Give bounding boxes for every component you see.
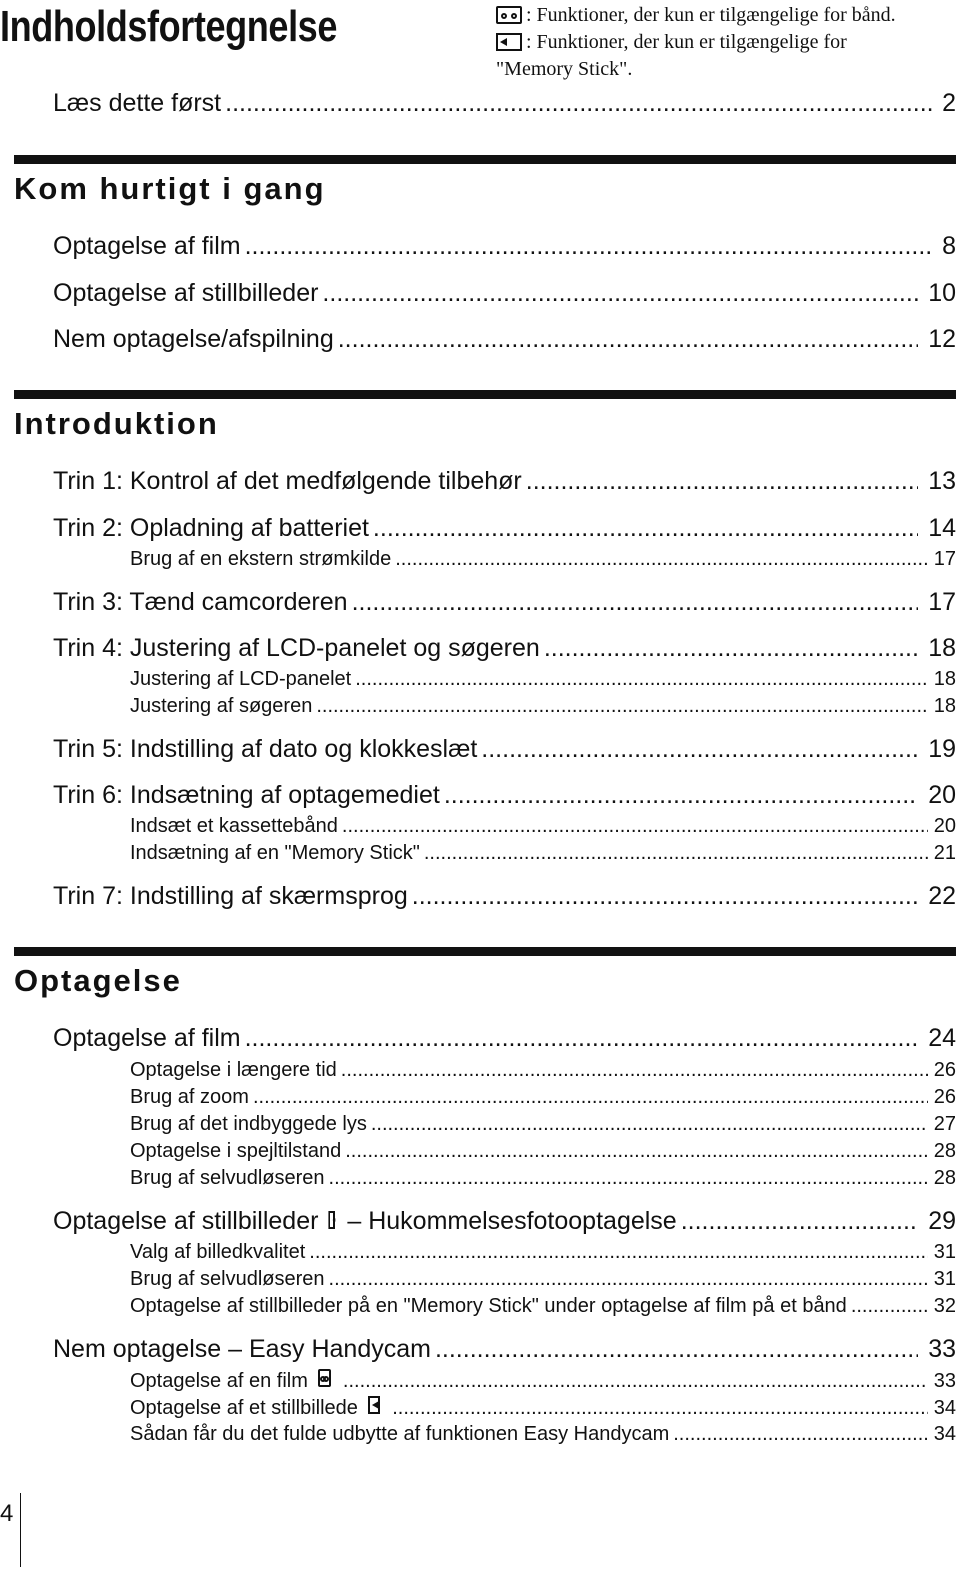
tape-icon bbox=[318, 1369, 331, 1387]
toc-entry-page: 20 bbox=[928, 781, 956, 809]
toc-entry[interactable] bbox=[53, 1335, 956, 1364]
section-divider bbox=[14, 155, 956, 164]
toc-entry-label: Optagelse af stillbilleder bbox=[53, 1207, 319, 1235]
toc-entry[interactable] bbox=[53, 588, 956, 617]
toc-entry-page: 14 bbox=[928, 514, 956, 542]
toc-entry-label: Optagelse af stillbilleder på en "Memory Stick" under optagelse af film på et bånd bbox=[130, 1295, 847, 1317]
toc-entry-page: 28 bbox=[933, 1140, 956, 1162]
toc-entry[interactable] bbox=[53, 467, 956, 496]
toc-entry-label: Optagelse af film bbox=[53, 1024, 241, 1052]
leader-dots bbox=[355, 668, 928, 691]
page-margin-rule bbox=[20, 1493, 21, 1567]
toc-entry-page: 21 bbox=[933, 842, 956, 864]
leader-dots bbox=[329, 1167, 928, 1190]
section-heading: Kom hurtigt i gang bbox=[14, 171, 326, 206]
toc-entry-page: 17 bbox=[933, 548, 956, 570]
toc-entry-label: Sådan får du det fulde udbytte af funktionen Easy Handycam bbox=[130, 1423, 670, 1445]
leader-dots bbox=[245, 232, 933, 261]
toc-entry[interactable] bbox=[53, 1024, 956, 1053]
toc-entry-label: Trin 4: Justering af LCD-panelet og søgeren bbox=[53, 634, 540, 662]
legend-ms-text-cont: "Memory Stick". bbox=[496, 58, 633, 80]
leader-dots bbox=[392, 1397, 928, 1420]
toc-entry-label: Optagelse af stillbilleder bbox=[53, 279, 319, 307]
toc-entry-label: Trin 1: Kontrol af det medfølgende tilbehør bbox=[53, 467, 522, 495]
leader-dots bbox=[526, 467, 918, 496]
toc-subentry[interactable] bbox=[130, 1140, 956, 1163]
toc-subentry[interactable] bbox=[130, 1086, 956, 1109]
toc-entry[interactable] bbox=[53, 634, 956, 663]
toc-entry-label: Indsætning af en "Memory Stick" bbox=[130, 842, 420, 864]
memory-stick-icon bbox=[328, 1211, 335, 1229]
toc-entry-page: 18 bbox=[933, 695, 956, 717]
leader-dots bbox=[681, 1207, 918, 1236]
toc-entry-page: 28 bbox=[933, 1167, 956, 1189]
leader-dots bbox=[444, 781, 918, 810]
toc-entry-page: 27 bbox=[933, 1113, 956, 1135]
legend-tape-row bbox=[496, 2, 956, 29]
toc-entry-page: 31 bbox=[933, 1241, 956, 1263]
toc-entry-page: 31 bbox=[933, 1268, 956, 1290]
leader-dots bbox=[309, 1241, 927, 1264]
leader-dots bbox=[253, 1086, 928, 1109]
toc-subentry[interactable] bbox=[130, 842, 956, 865]
leader-dots bbox=[338, 325, 918, 354]
legend-tape-text: : Funktioner, der kun er tilgængelige for bånd. bbox=[526, 4, 896, 26]
toc-entry-label: Valg af billedkvalitet bbox=[130, 1241, 306, 1263]
legend-ms-row-cont bbox=[496, 56, 956, 83]
toc-entry[interactable] bbox=[53, 279, 956, 308]
toc-subentry[interactable] bbox=[130, 695, 956, 718]
page-number: 4 bbox=[0, 1500, 14, 1527]
leader-dots bbox=[673, 1423, 928, 1446]
toc-entry-page: 12 bbox=[928, 325, 956, 353]
toc-entry-label: Brug af det indbyggede lys bbox=[130, 1113, 367, 1135]
toc-entry[interactable] bbox=[53, 514, 956, 543]
toc-subentry[interactable] bbox=[130, 668, 956, 691]
toc-entry[interactable] bbox=[53, 735, 956, 764]
leader-dots bbox=[342, 815, 928, 838]
toc-entry-page: 22 bbox=[928, 882, 956, 910]
leader-dots bbox=[345, 1140, 928, 1163]
toc-entry-label: Indsæt et kassettebånd bbox=[130, 815, 338, 837]
toc-subentry[interactable] bbox=[130, 1241, 956, 1264]
toc-entry-label: Justering af søgeren bbox=[130, 695, 313, 717]
toc-subentry[interactable] bbox=[130, 1167, 956, 1190]
leader-dots bbox=[395, 548, 928, 571]
leader-dots bbox=[435, 1335, 918, 1364]
toc-entry[interactable] bbox=[53, 781, 956, 810]
leader-dots bbox=[371, 1113, 928, 1136]
toc-entry-page: 20 bbox=[933, 815, 956, 837]
leader-dots bbox=[412, 882, 918, 911]
toc-entry-label: Optagelse i spejltilstand bbox=[130, 1140, 342, 1162]
toc-subentry[interactable] bbox=[130, 1113, 956, 1136]
toc-entry-page: 2 bbox=[942, 89, 956, 117]
icon-legend bbox=[496, 2, 956, 83]
leader-dots bbox=[481, 735, 918, 764]
leader-dots bbox=[341, 1059, 928, 1082]
toc-entry-page: 18 bbox=[928, 634, 956, 662]
toc-entry[interactable] bbox=[53, 325, 956, 354]
toc-subentry[interactable] bbox=[130, 815, 956, 838]
section-heading: Introduktion bbox=[14, 406, 219, 441]
leader-dots bbox=[352, 588, 919, 617]
memory-stick-icon bbox=[368, 1396, 380, 1414]
toc-entry-label: Optagelse af film bbox=[53, 232, 241, 260]
toc-entry[interactable] bbox=[53, 882, 956, 911]
legend-ms-row bbox=[496, 29, 956, 56]
toc-entry-label: Nem optagelse/afspilning bbox=[53, 325, 334, 353]
leader-dots bbox=[329, 1268, 928, 1291]
toc-entry-page: 13 bbox=[928, 467, 956, 495]
section-divider bbox=[14, 947, 956, 956]
toc-entry-page: 33 bbox=[928, 1335, 956, 1363]
toc-entry-page: 34 bbox=[933, 1423, 956, 1445]
toc-entry-label: Brug af selvudløseren bbox=[130, 1268, 325, 1290]
toc-entry[interactable] bbox=[53, 1207, 956, 1236]
toc-entry-label: Optagelse af en film bbox=[130, 1370, 308, 1392]
toc-entry-page: 26 bbox=[933, 1086, 956, 1108]
toc-entry-page: 24 bbox=[928, 1024, 956, 1052]
legend-ms-text: : Funktioner, der kun er tilgængelige for bbox=[526, 31, 847, 53]
toc-entry-page: 10 bbox=[928, 279, 956, 307]
toc-entry-label: Trin 6: Indsætning af optagemediet bbox=[53, 781, 440, 809]
toc-entry-page: 17 bbox=[928, 588, 956, 616]
toc-entry-label: Brug af en ekstern strømkilde bbox=[130, 548, 392, 570]
section-heading: Optagelse bbox=[14, 963, 182, 998]
leader-dots bbox=[544, 634, 918, 663]
leader-dots bbox=[343, 1370, 928, 1393]
section-divider bbox=[14, 390, 956, 399]
toc-entry-page: 34 bbox=[933, 1397, 956, 1419]
leader-dots bbox=[245, 1024, 919, 1053]
toc-entry-page: 32 bbox=[933, 1295, 956, 1317]
toc-entry-page: 29 bbox=[928, 1207, 956, 1235]
toc-entry[interactable] bbox=[53, 232, 956, 261]
memory-stick-icon bbox=[496, 33, 522, 51]
toc-entry-page: 33 bbox=[933, 1370, 956, 1392]
leader-dots bbox=[225, 89, 932, 118]
toc-subentry[interactable] bbox=[130, 1396, 956, 1420]
leader-dots bbox=[851, 1295, 928, 1318]
toc-subentry[interactable] bbox=[130, 1369, 956, 1393]
toc-subentry[interactable] bbox=[130, 548, 956, 571]
toc-entry-label: Nem optagelse – Easy Handycam bbox=[53, 1335, 431, 1363]
toc-entry-label: Brug af zoom bbox=[130, 1086, 249, 1108]
leader-dots bbox=[424, 842, 928, 865]
toc-entry[interactable] bbox=[53, 89, 956, 118]
toc-entry-page: 18 bbox=[933, 668, 956, 690]
page-title: Indholdsfortegnelse bbox=[0, 2, 338, 51]
toc-entry-page: 26 bbox=[933, 1059, 956, 1081]
toc-subentry[interactable] bbox=[130, 1059, 956, 1082]
leader-dots bbox=[373, 514, 918, 543]
toc-subentry[interactable] bbox=[130, 1295, 956, 1318]
toc-entry-label-suffix: – Hukommelsesfotooptagelse bbox=[347, 1207, 677, 1235]
toc-entry-label: Trin 2: Opladning af batteriet bbox=[53, 514, 369, 542]
toc-entry-label: Optagelse af et stillbillede bbox=[130, 1397, 358, 1419]
leader-dots bbox=[322, 279, 918, 308]
toc-entry-page: 19 bbox=[928, 735, 956, 763]
leader-dots bbox=[316, 695, 927, 718]
toc-subentry[interactable] bbox=[130, 1268, 956, 1291]
tape-icon bbox=[496, 6, 522, 24]
toc-entry-page: 8 bbox=[942, 232, 956, 260]
toc-entry-label: Brug af selvudløseren bbox=[130, 1167, 325, 1189]
toc-entry-label: Læs dette først bbox=[53, 89, 222, 117]
toc-entry-label: Optagelse i længere tid bbox=[130, 1059, 337, 1081]
toc-entry-label: Justering af LCD-panelet bbox=[130, 668, 352, 690]
toc-entry-label: Trin 7: Indstilling af skærmsprog bbox=[53, 882, 408, 910]
toc-subentry[interactable] bbox=[130, 1423, 956, 1446]
toc-entry-label: Trin 5: Indstilling af dato og klokkeslæt bbox=[53, 735, 478, 763]
toc-entry-label: Trin 3: Tænd camcorderen bbox=[53, 588, 348, 616]
